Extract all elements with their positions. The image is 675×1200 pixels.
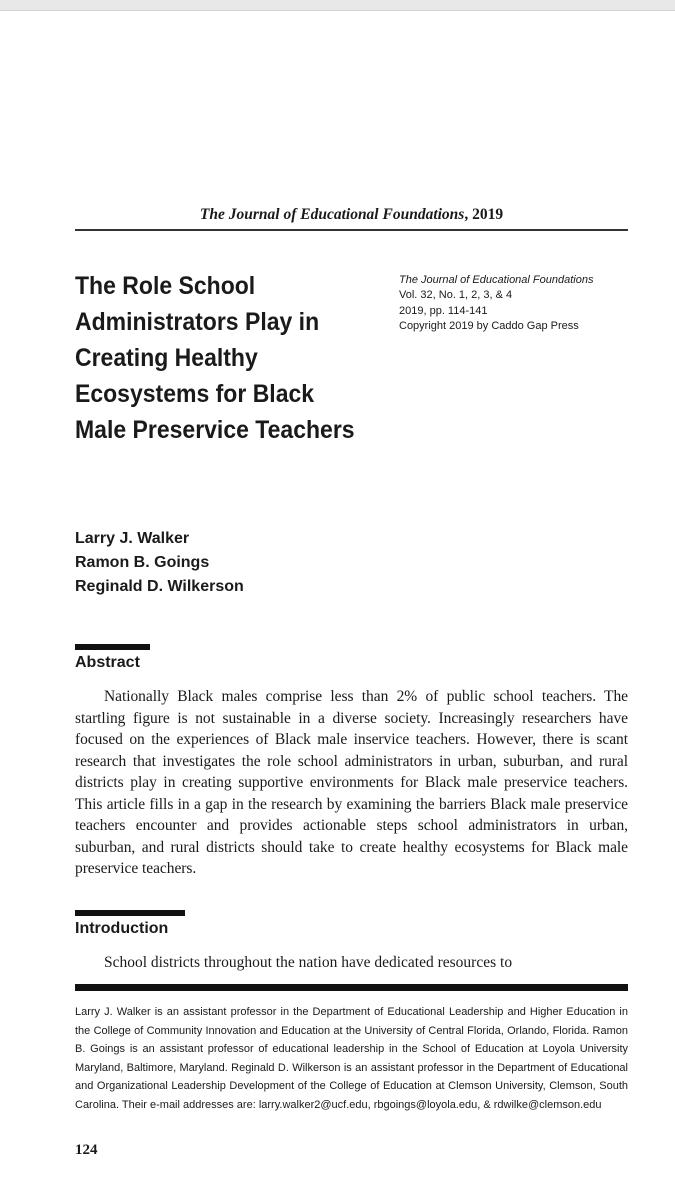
abstract-heading: Abstract: [75, 654, 140, 671]
running-head-journal: The Journal of Educational Foundations: [199, 206, 465, 223]
viewer-top-bar: [0, 0, 675, 11]
pubinfo-copyright: Copyright 2019 by Caddo Gap Press: [399, 320, 579, 333]
abstract-text: Nationally Black males comprise less than 2% of public school teachers. The startling figure is not sustainable in a diverse society. Increasingly researchers have focused on the experiences of Black male inservice teachers. However, there is scant research that investigates the role school administrators in urban, suburban, and rural districts play in creating supportive environments for Black male preservice teachers. This article fills in a gap in the research by examining the barriers Black male preservice teachers encounter and provides actionable steps school administrators in urban, suburban, and rural districts should take to create healthy ecosystems for Black male preservice teachers.: [75, 688, 628, 877]
footnote-rule: [75, 984, 628, 991]
running-head-year: , 2019: [464, 206, 504, 223]
author-name: Ramon B. Goings: [75, 554, 210, 571]
running-head-rule: [75, 229, 628, 231]
introduction-heading-bar: [75, 910, 185, 916]
author-footnote: Larry J. Walker is an assistant professor in the Department of Educational Leadership and Higher Education in the College of Community Innovation and Education at the University of Central Florida, Orlando, Florida. Ramon B. Goings is an assistant professor of educational leadership in the School of Education at Loyola University Maryland, Baltimore, Maryland. Reginald D. Wilkerson is an assistant professor in the Department of Educational and Organizational Leadership Development of the College of Education at Clemson University, Clemson, South Carolina. Their e-mail addresses are: larry.walker2@ucf.edu, rbgoings@loyola.edu, & rdwilke@clemson.edu: [75, 1006, 628, 1111]
author-name: Larry J. Walker: [75, 530, 190, 547]
introduction-text: School districts throughout the nation have dedicated resources to: [104, 954, 513, 971]
running-head: [75, 205, 628, 225]
author-name: Reginald D. Wilkerson: [75, 578, 244, 595]
pubinfo-pages: 2019, pp. 114-141: [399, 304, 488, 317]
article-title: The Role School Administrators Play in Creating Healthy Ecosystems for Black Male Preservice Teachers: [75, 272, 355, 444]
author-list: [75, 527, 375, 599]
pubinfo-journal: The Journal of Educational Foundations: [399, 274, 594, 286]
publication-info: [399, 273, 629, 335]
introduction-heading: Introduction: [75, 920, 169, 937]
abstract-heading-bar: [75, 644, 150, 650]
page-number: 124: [75, 1142, 98, 1158]
pubinfo-volume: Vol. 32, No. 1, 2, 3, & 4: [399, 289, 513, 302]
